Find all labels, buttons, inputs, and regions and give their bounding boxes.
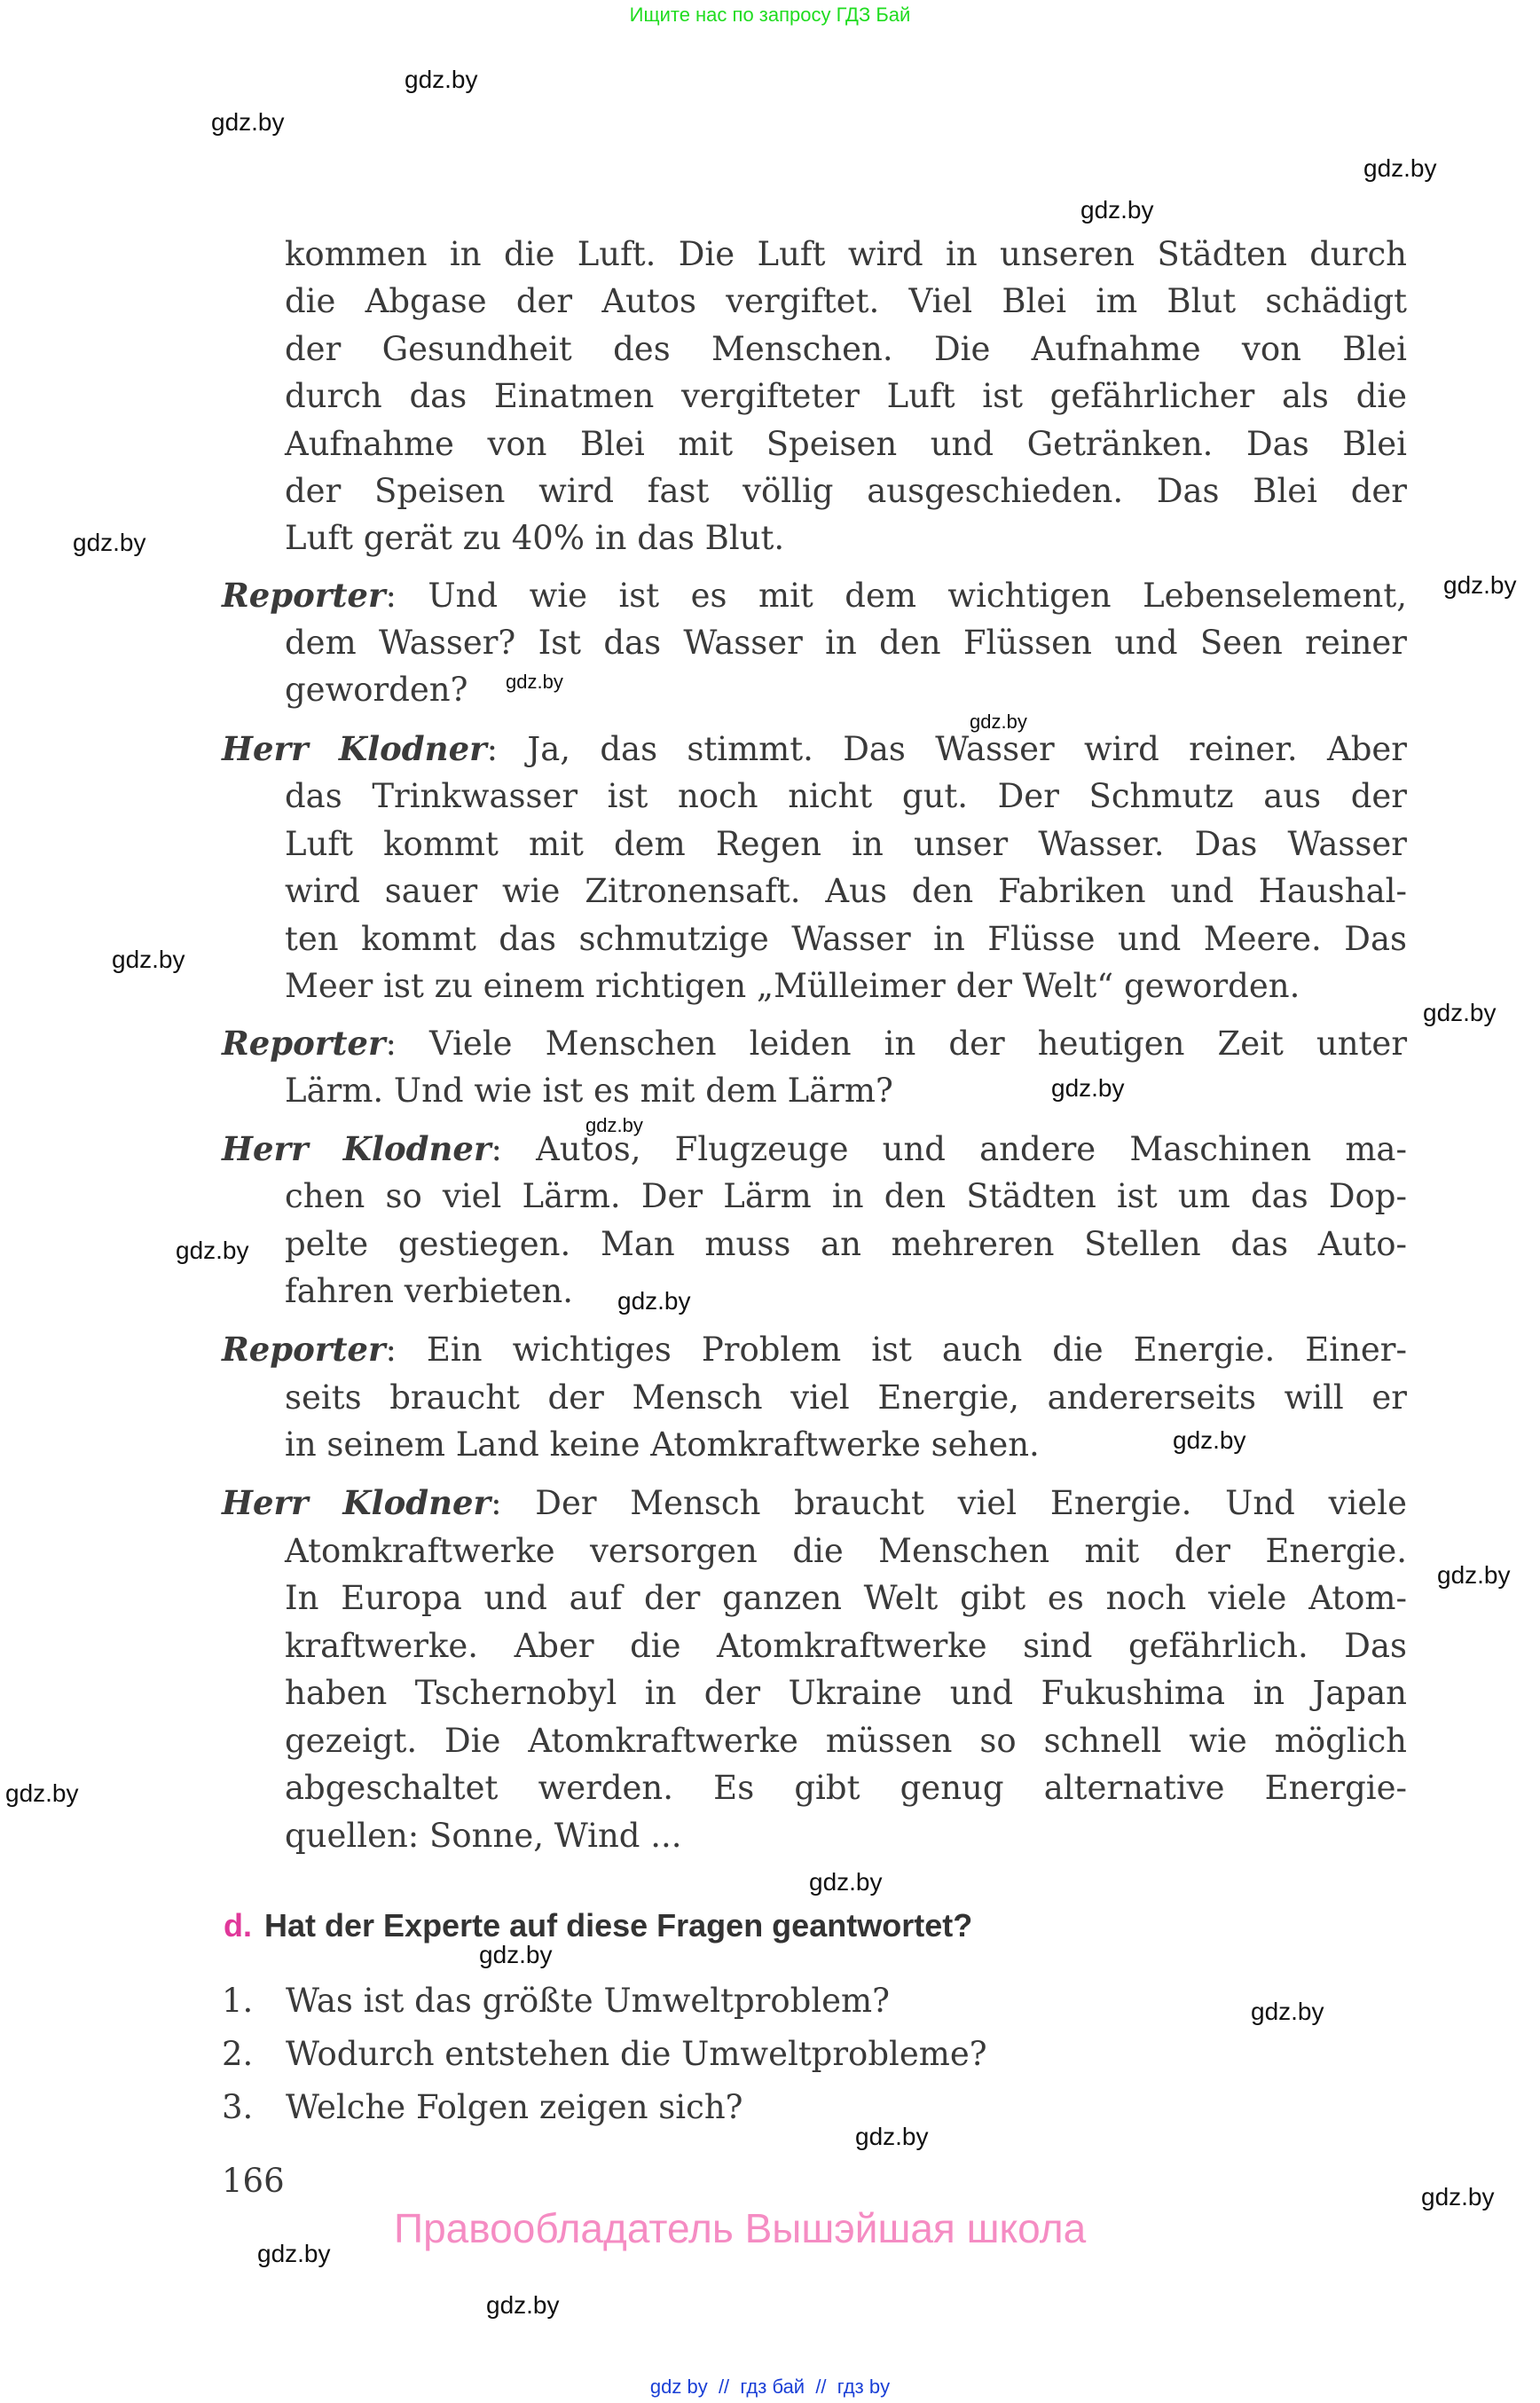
speaker-name: Herr Klodner <box>222 1129 491 1168</box>
dialogue-line: kraftwerke. Aber die Atomkraftwerke sind gefährlich. Das <box>285 1627 1407 1665</box>
dialogue-line: In Europa und auf der ganzen Welt gibt es noch viele Atom- <box>285 1579 1407 1617</box>
speaker-name: Reporter <box>222 576 386 615</box>
speaker-name: Herr Klodner <box>222 729 487 768</box>
dialogue-line: wird sauer wie Zitronensaft. Aus den Fabriken und Haushal- <box>285 872 1407 910</box>
dialogue-line: chen so viel Lärm. Der Lärm in den Städten ist um das Dop- <box>285 1177 1407 1215</box>
task-letter: d. <box>224 1907 252 1944</box>
paragraph-line: durch das Einatmen vergifteter Luft ist gefährlicher als die <box>285 377 1407 415</box>
dialogue-line: Meer ist zu einem richtigen „Mülleimer der Welt“ geworden. <box>285 967 1300 1005</box>
dialogue-line: abgeschaltet werden. Es gibt genug alternative Energie- <box>285 1769 1407 1807</box>
page-number: 166 <box>222 2162 285 2200</box>
watermark: gdz.by <box>1421 2183 1495 2211</box>
watermark: gdz.by <box>405 66 478 93</box>
paragraph-line: der Speisen wird fast völlig ausgeschieden. Das Blei der <box>285 472 1407 510</box>
watermark: gdz.by <box>1423 999 1497 1026</box>
dialogue-line: geworden? <box>285 671 468 709</box>
dialogue-line: Reporter: Ein wichtiges Problem ist auch die Energie. Einer- <box>222 1330 1408 1369</box>
dialogue-line: Lärm. Und wie ist es mit dem Lärm? <box>285 1072 893 1110</box>
dialogue-line: das Trinkwasser ist noch nicht gut. Der Schmutz aus der <box>285 777 1407 815</box>
watermark: gdz.by <box>211 108 285 136</box>
question-item: 1. Was ist das größte Umweltproblem? <box>222 1982 890 2020</box>
paragraph-line: kommen in die Luft. Die Luft wird in unseren Städten durch <box>285 235 1407 273</box>
paragraph-line: Luft gerät zu 40% in das Blut. <box>285 519 785 557</box>
watermark: gdz.by <box>970 711 1027 733</box>
task-title: Hat der Experte auf diese Fragen geantwortet? <box>264 1907 973 1944</box>
dialogue-line: haben Tschernobyl in der Ukraine und Fukushima in Japan <box>285 1674 1407 1712</box>
dialogue-line: Reporter: Und wie ist es mit dem wichtigen Lebenselement, <box>222 576 1407 615</box>
watermark: gdz.by <box>1080 196 1154 224</box>
dialogue-line: Luft kommt mit dem Regen in unser Wasser. Das Wasser <box>285 825 1407 863</box>
paragraph-line: die Abgase der Autos vergiftet. Viel Blei im Blut schädigt <box>285 282 1407 320</box>
watermark: gdz.by <box>617 1287 691 1315</box>
speaker-name: Reporter <box>222 1330 386 1369</box>
paragraph-line: der Gesundheit des Menschen. Die Aufnahme von Blei <box>285 330 1407 368</box>
watermark: gdz.by <box>73 529 146 556</box>
question-item: 2. Wodurch entstehen die Umweltprobleme? <box>222 2035 987 2073</box>
paragraph-line: Aufnahme von Blei mit Speisen und Getränken. Das Blei <box>285 425 1407 463</box>
task-heading <box>224 1907 972 1944</box>
dialogue-line: gezeigt. Die Atomkraftwerke müssen so schnell wie möglich <box>285 1722 1407 1760</box>
watermark: gdz.by <box>5 1779 79 1807</box>
dialogue-line: Herr Klodner: Der Mensch braucht viel Energie. Und viele <box>222 1483 1407 1522</box>
watermark: gdz.by <box>1173 1426 1246 1454</box>
speaker-name: Reporter <box>222 1024 386 1063</box>
dialogue-line: pelte gestiegen. Man muss an mehreren Stellen das Auto- <box>285 1225 1407 1263</box>
top-banner: Ищите нас по запросу ГДЗ Бай <box>629 4 911 26</box>
watermark: gdz.by <box>809 1868 883 1896</box>
dialogue-line: Reporter: Viele Menschen leiden in der heutigen Zeit unter <box>222 1024 1408 1063</box>
dialogue-line: ten kommt das schmutzige Wasser in Flüsse und Meere. Das <box>285 920 1407 958</box>
dialogue-line: in seinem Land keine Atomkraftwerke sehen. <box>285 1425 1040 1464</box>
dialogue-line: Herr Klodner: Autos, Flugzeuge und andere Maschinen ma- <box>222 1129 1407 1168</box>
watermark: gdz.by <box>1051 1074 1125 1102</box>
question-item: 3. Welche Folgen zeigen sich? <box>222 2088 743 2126</box>
watermark: gdz.by <box>1251 1998 1324 2025</box>
watermark: gdz.by <box>1363 154 1437 182</box>
dialogue-line: quellen: Sonne, Wind ... <box>285 1817 682 1855</box>
watermark: gdz.by <box>176 1237 249 1264</box>
watermark: gdz.by <box>1443 571 1517 599</box>
footer-links[interactable]: gdz by // гдз бай // гдз by <box>649 2376 891 2398</box>
dialogue-line: Atomkraftwerke versorgen die Menschen mit der Energie. <box>285 1532 1407 1570</box>
dialogue-line: Herr Klodner: Ja, das stimmt. Das Wasser wird reiner. Aber <box>222 729 1407 768</box>
dialogue-line: seits braucht der Mensch viel Energie, andererseits will er <box>285 1378 1407 1417</box>
speaker-name: Herr Klodner <box>222 1483 491 1522</box>
dialogue-line: fahren verbieten. <box>285 1272 574 1310</box>
watermark: gdz.by <box>486 2291 560 2319</box>
copyright-notice: Правообладатель Вышэйшая школа <box>394 2205 1087 2251</box>
watermark: gdz.by <box>479 1941 553 1968</box>
watermark: gdz.by <box>112 946 185 973</box>
watermark: gdz.by <box>855 2123 929 2150</box>
watermark: gdz.by <box>585 1114 643 1136</box>
dialogue-line: dem Wasser? Ist das Wasser in den Flüssen und Seen reiner <box>285 624 1407 662</box>
watermark: gdz.by <box>257 2240 331 2267</box>
watermark: gdz.by <box>1437 1561 1511 1589</box>
watermark: gdz.by <box>506 671 563 693</box>
